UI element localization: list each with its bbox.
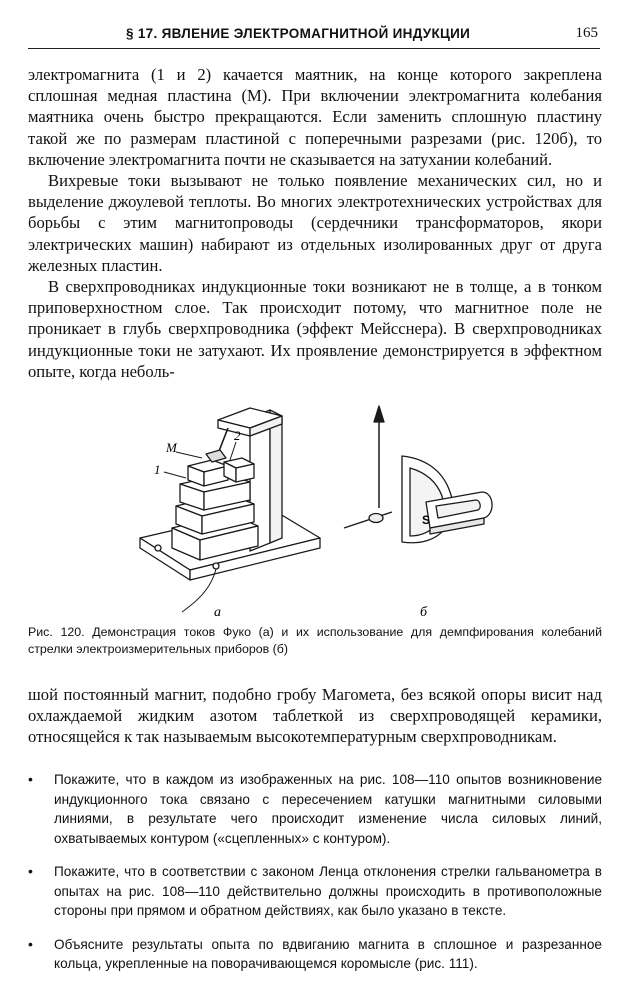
question-text: Покажите, что в соответствии с законом Ленца отклонения стрелки гальванометра в опытах на рис. 108—110 действительно должны происходить в противоположные стороны при прямом и обратном действиях, как было указано в тексте.: [54, 864, 602, 918]
paragraph-continuation: электромагнита (1 и 2) качается маятник, на конце которого закреплена сплошная медная пластина (М). При включении электромагнита колебания маятника очень быстро прекращаются. Если заменить сплошную пластину такой же по размерам пластиной с поперечными разрезами (рис. 120б), то включение электромагнита почти не сказывается на затухании колебаний.: [28, 65, 602, 169]
question-text: Покажите, что в каждом из изображенных на рис. 108—110 опытов возникновение индукционного тока связано с пересечением катушки магнитными силовыми линиями, в результате чего происходит изменение числа силовых линий, охватываемых контуром («сцепленных» с контуром).: [54, 772, 602, 846]
figure-a-electromagnet-apparatus: [140, 408, 320, 612]
paragraph-eddy-currents: Вихревые токи вызывают не только появление механических сил, но и выделение джоулевой теплоты. Во многих электротехнических устройствах для борьбы с этим магнитопроводы (сердечники трансформаторов, якори электрических машин) набирают из отдельных изолированных друг от друга железных пластин.: [28, 171, 602, 275]
question-item: [28, 862, 602, 921]
bullet-icon: •: [28, 935, 33, 952]
page-number: 165: [575, 25, 598, 41]
body-text-top: [28, 64, 602, 382]
running-header: [28, 26, 600, 49]
paragraph-magnet-levitation: шой постоянный магнит, подобно гробу Магомета, без всякой опоры висит над охлаждаемой жидким азотом таблеткой из сверхпроводящей керамики, относящейся к так называемым высокотемпературным сверхпроводникам.: [28, 685, 602, 746]
label-s: S: [422, 513, 431, 527]
label-1: 1: [154, 462, 161, 477]
figure-b-galvanometer-damping: [344, 406, 492, 543]
paragraph-superconductors: В сверхпроводниках индукционные токи возникают не в толще, а в тонком приповерхностном слое. Так происходит потому, что магнитное поле не проникает в глубь сверхпроводника (эффект Мейсснера). В сверхпроводниках индукционные токи не затухают. Их проявление демонстрируется в эффектном опыте, когда неболь-: [28, 277, 602, 381]
question-item: [28, 770, 602, 848]
bullet-icon: •: [28, 771, 33, 787]
figure-120: [130, 388, 530, 620]
figure-caption: Рис. 120. Демонстрация токов Фуко (а) и их использование для демпфирования колебаний стрелки электроизмерительных приборов (б): [28, 625, 602, 656]
question-text: Объясните результаты опыта по вдвиганию магнита в сплошное и разрезанное кольца, укрепленные на поворачивающемся коромысле (рис. 111).: [54, 936, 602, 971]
question-item: [28, 935, 602, 974]
label-2: 2: [234, 428, 241, 443]
section-title: § 17. ЯВЛЕНИЕ ЭЛЕКТРОМАГНИТНОЙ ИНДУКЦИИ: [126, 26, 471, 41]
body-text-bottom: [28, 684, 602, 747]
bullet-icon: •: [28, 863, 33, 879]
questions-list: [28, 770, 602, 988]
subfigure-label-a: а: [214, 605, 221, 620]
subfigure-label-b: б: [420, 605, 428, 620]
label-m: М: [166, 440, 177, 455]
